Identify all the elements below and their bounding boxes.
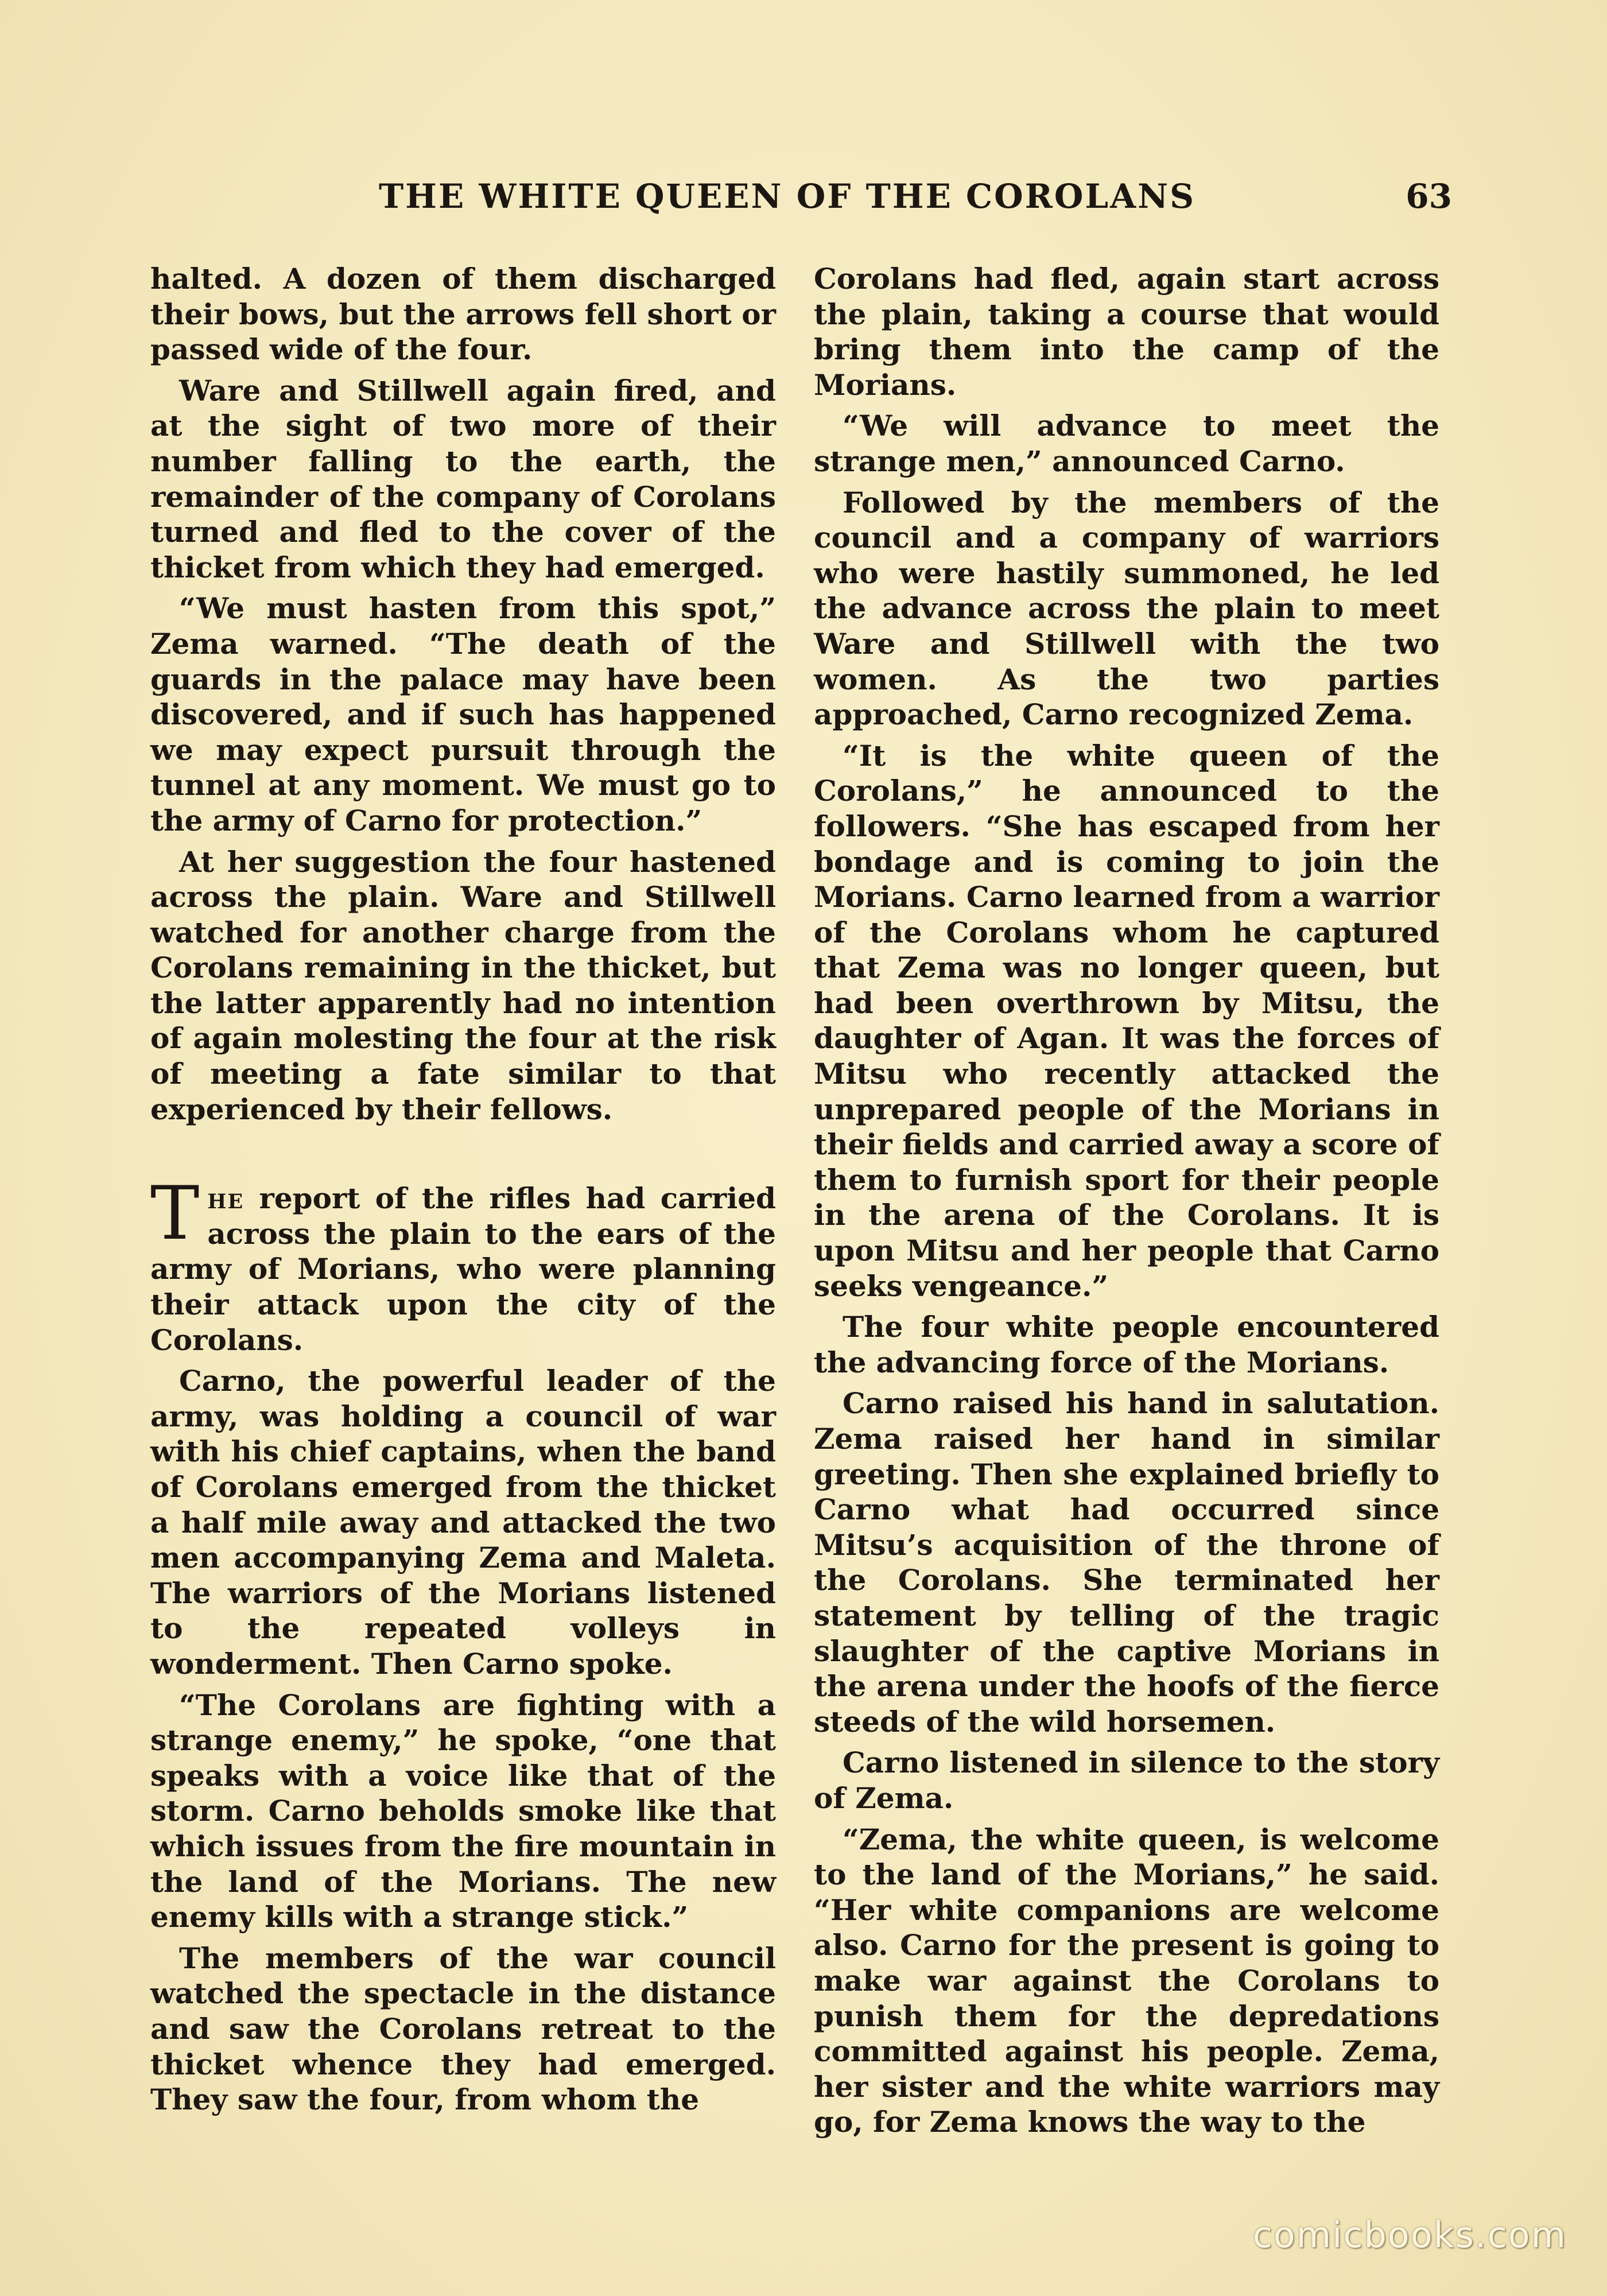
paragraph: “The Corolans are fighting with a strange enemy,” he spoke, “one that speaks with a voice like that of the storm. Carno beholds smoke like that which issues from the fire mountain in the land of the Morians. The new enemy kills with a strange stick.”: [150, 1688, 776, 1934]
paragraph: halted. A dozen of them discharged their bows, but the arrows fell short or passed wide of the four.: [150, 262, 776, 367]
running-title: THE WHITE QUEEN OF THE COROLANS: [379, 177, 1196, 216]
paragraph: The members of the war council watched the spectacle in the distance and saw the Corolans retreat to the thicket whence they had emerged. They saw the four, from whom the: [150, 1941, 776, 2117]
paragraph: Carno listened in silence to the story of Zema.: [814, 1746, 1439, 1815]
paragraph: “We will advance to meet the strange men,” announced Carno.: [814, 409, 1439, 478]
paragraph: At her suggestion the four hastened across the plain. Ware and Stillwell watched for another charge from the Corolans remaining in the thicket, but the latter apparently had no intention of again molesting the four at the risk of meeting a fate similar to that experienced by their fellows.: [150, 844, 776, 1126]
paragraph: Followed by the members of the council and a company of warriors who were hastily summoned, he led the advance across the plain to meet Ware and Stillwell with the two women. As the two parties approached, Carno recognized Zema.: [814, 485, 1439, 732]
paragraph: Corolans had fled, again start across the plain, taking a course that would bring them into the camp of the Morians.: [814, 262, 1439, 402]
paragraph: Ware and Stillwell again fired, and at the sight of two more of their number falling to the earth, the remainder of the company of Corolans turned and fled to the cover of the thicket from which they had emerged.: [150, 373, 776, 584]
paragraph: “We must hasten from this spot,” Zema warned. “The death of the guards in the palace may have been discovered, and if such has happened we may expect pursuit through the tunnel at any moment. We must go to the army of Carno for protection.”: [150, 591, 776, 837]
paragraph: The four white people encountered the advancing force of the Morians.: [814, 1310, 1439, 1379]
paragraph: Carno raised his hand in salutation. Zema raised her hand in similar greeting. Then she explained briefly to Carno what had occurred since Mitsu’s acquisition of the throne of the Corolans. She terminated her statement by telling of the tragic slaughter of the captive Morians in the arena under the hoofs of the fierce steeds of the wild horsemen.: [814, 1386, 1439, 1739]
right-column: [814, 261, 1439, 2139]
small-caps-lead: he: [207, 1181, 244, 1216]
paragraph: Carno, the powerful leader of the army, was holding a council of war with his chief captains, when the band of Corolans emerged from the thicket a half mile away and attacked the two men accompanying Zema and Maleta. The warriors of the Morians listened to the repeated volleys in wonderment. Then Carno spoke.: [150, 1364, 776, 1681]
section-first-text: report of the rifles had carried across the plain to the ears of the army of Morians, who were planning their attack upon the city of the Corolans.: [150, 1181, 776, 1357]
section-opening-paragraph: [150, 1171, 776, 1358]
page-header: [149, 172, 1452, 224]
site-watermark: comicbooks.com: [1252, 2214, 1567, 2256]
left-column: [150, 261, 776, 2132]
page-number: 63: [1406, 177, 1452, 216]
paragraph: “It is the white queen of the Corolans,” he announced to the followers. “She has escaped from her bondage and is coming to join the Morians. Carno learned from a warrior of the Corolans whom he captured that Zema was no longer queen, but had been overthrown by Mitsu, the daughter of Agan. It was the forces of Mitsu who recently attacked the unprepared people of the Morians in their fields and carried away a score of them to furnish sport for their people in the arena of the Corolans. It is upon Mitsu and her people that Carno seeks vengeance.”: [814, 738, 1439, 1303]
drop-cap: T: [150, 1171, 200, 1257]
paragraph: “Zema, the white queen, is welcome to the land of the Morians,” he said. “Her white companions are welcome also. Carno for the present is going to make war against the Corolans to punish them for the depredations committed against his people. Zema, her sister and the white warriors may go, for Zema knows the way to the: [814, 1822, 1439, 2139]
